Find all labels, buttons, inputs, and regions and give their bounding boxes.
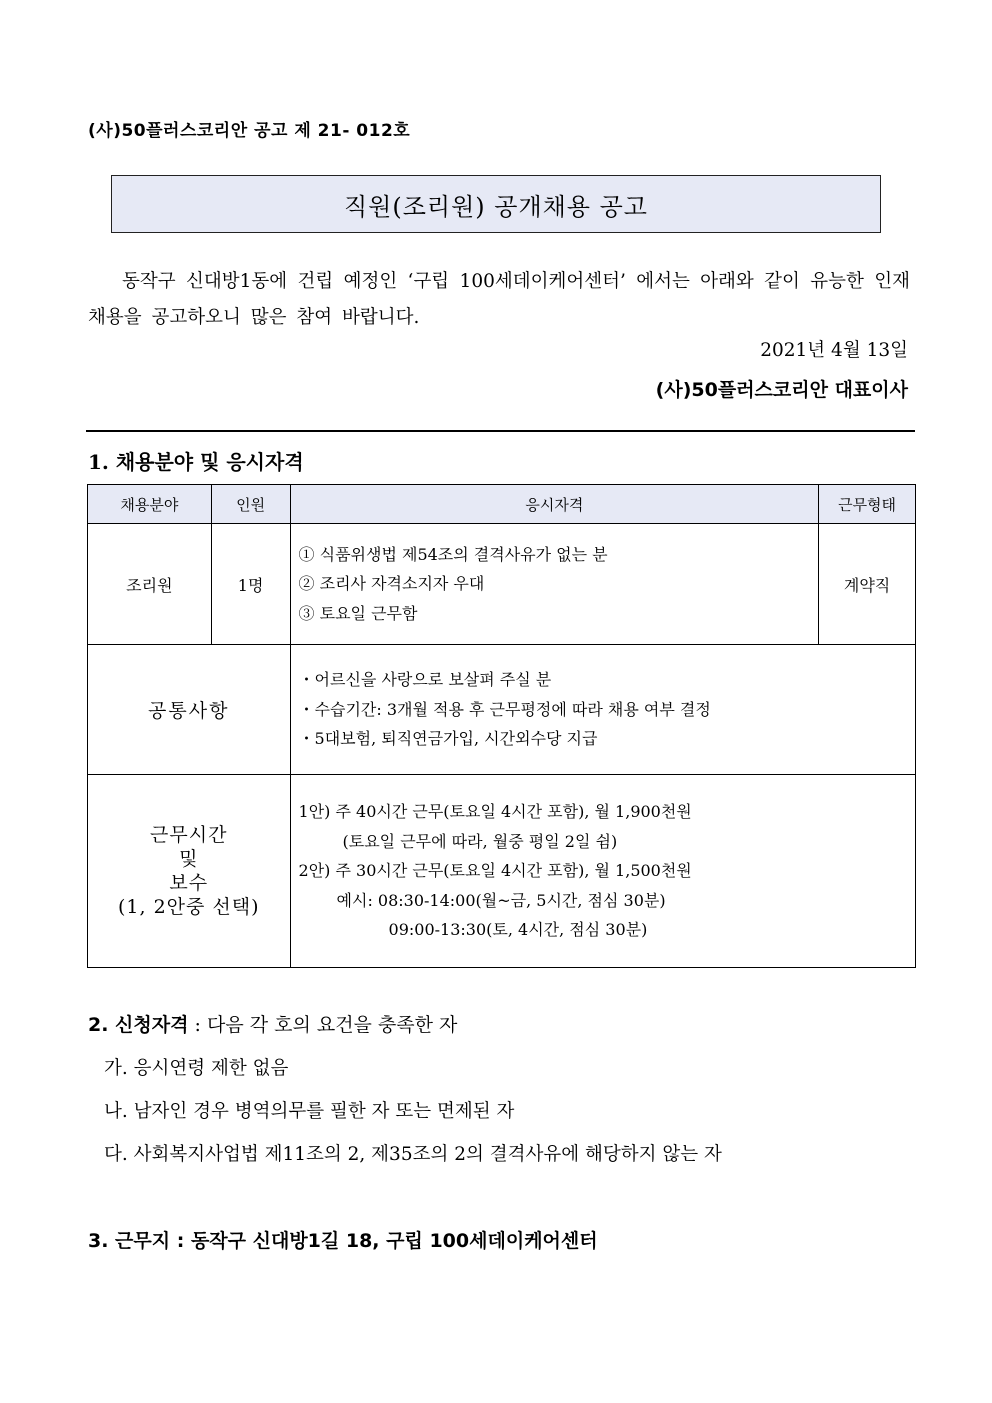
common-item: ・5대보험, 퇴직연금가입, 시간외수당 지급 — [298, 729, 598, 749]
table-header-row — [88, 485, 916, 524]
announcement-date: 2021년 4월 13일 — [760, 340, 908, 361]
section2-heading-suffix: : 다음 각 호의 요건을 충족한 자 — [188, 1014, 458, 1036]
qualification-item: ① 식품위생법 제54조의 결격사유가 없는 분 — [298, 544, 608, 564]
common-item: ・어르신을 사랑으로 보살펴 주실 분 — [298, 670, 552, 690]
hours-line: 예시: 08:30-14:00(월~금, 5시간, 점심 30분) — [336, 890, 666, 910]
divider — [86, 430, 915, 432]
section1-heading: 1. 채용분야 및 응시자격 — [88, 450, 304, 474]
hours-label-line: 보수 — [169, 872, 209, 894]
col-header-type: 근무형태 — [819, 485, 916, 524]
cell-hours-label — [88, 775, 291, 968]
hours-line: 2안) 주 30시간 근무(토요일 4시간 포함), 월 1,500천원 — [298, 861, 692, 881]
common-item: ・수습기간: 3개월 적용 후 근무평정에 따라 채용 여부 결정 — [298, 699, 711, 719]
recruitment-table — [87, 484, 916, 968]
hours-label-line: (1, 2안중 선택) — [117, 896, 260, 918]
qualification-item: ② 조리사 자격소지자 우대 — [298, 574, 485, 594]
hours-line: 09:00-13:30(토, 4시간, 점심 30분) — [388, 920, 648, 940]
intro-paragraph: 동작구 신대방1동에 건립 예정인 ‘구립 100세데이케어센터’ 에서는 아래와 같이 유능한 인재 채용을 공고하오니 많은 참여 바랍니다. — [88, 271, 910, 328]
section3-heading: 3. 근무지 : 동작구 신대방1길 18, 구립 100세데이케어센터 — [88, 1230, 598, 1252]
cell-count: 1명 — [211, 524, 290, 645]
page-title-text: 직원(조리원) 공개채용 공고 — [343, 192, 648, 221]
page-title — [111, 175, 881, 233]
hours-line: (토요일 근무에 따라, 월중 평일 2일 쉼) — [342, 831, 618, 851]
col-header-field: 채용분야 — [88, 485, 212, 524]
cell-hours-details — [290, 775, 915, 968]
list-item: 가. 응시연령 제한 없음 — [104, 1058, 289, 1079]
cell-common-label: 공통사항 — [88, 645, 291, 775]
cell-qualifications — [290, 524, 819, 645]
hours-label-line: 및 — [179, 848, 199, 870]
list-item: 다. 사회복지사업법 제11조의 2, 제35조의 2의 결격사유에 해당하지 않는 자 — [104, 1144, 722, 1165]
cell-field: 조리원 — [88, 524, 212, 645]
section2-heading-label: 2. 신청자격 — [88, 1014, 189, 1036]
hours-line: 1안) 주 40시간 근무(토요일 4시간 포함), 월 1,900천원 — [298, 802, 692, 822]
col-header-qualifications: 응시자격 — [290, 485, 819, 524]
table-row-common — [88, 645, 916, 775]
organization-signature: (사)50플러스코리안 대표이사 — [655, 379, 908, 401]
qualification-item: ③ 토요일 근무함 — [298, 603, 418, 623]
cell-type: 계약직 — [819, 524, 916, 645]
notice-number: (사)50플러스코리안 공고 제 21- 012호 — [88, 121, 411, 141]
hours-label-line: 근무시간 — [150, 824, 228, 846]
list-item: 나. 남자인 경우 병역의무를 필한 자 또는 면제된 자 — [104, 1101, 515, 1122]
col-header-count: 인원 — [211, 485, 290, 524]
table-row-hours — [88, 775, 916, 968]
table-row — [88, 524, 916, 645]
section2-heading — [88, 1010, 457, 1037]
cell-common-items — [290, 645, 915, 775]
